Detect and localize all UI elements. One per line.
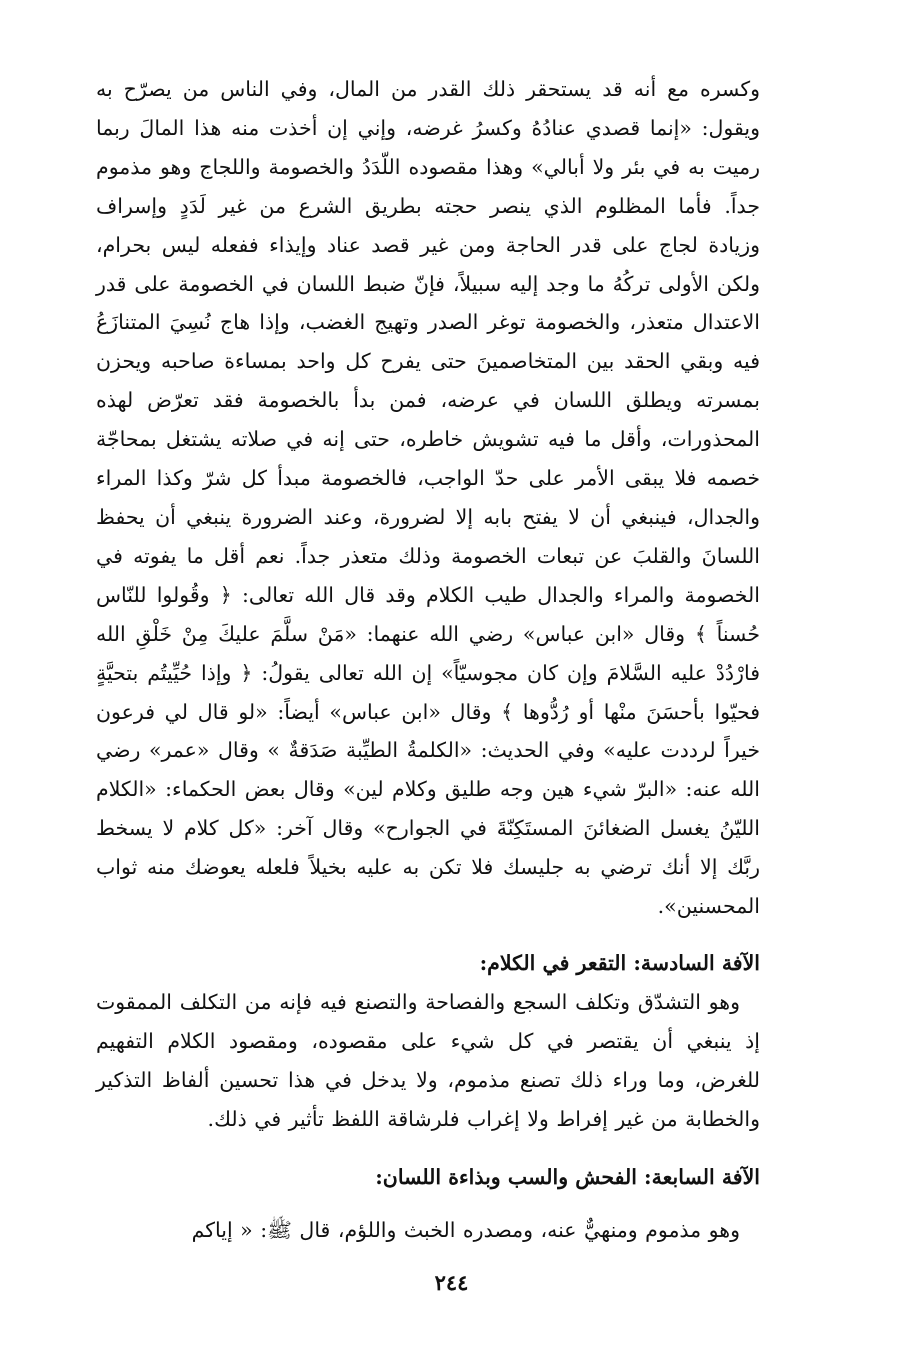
section-body-sixth-affliction: وهو التشدّق وتكلف السجع والفصاحة والتصنع فيه فإنه من التكلف الممقوت إذ ينبغي أن يقتصر في كل شيء على مقصوده، ومقصود الكلام التفهيم للغرض، وما وراء ذلك تصنع مذموم، ولا يدخل في هذا تحسين ألفاظ التذكير والخطابة من غير إفراط ولا إغراب فلرشاقة اللفظ تأثير في ذلك. [96,989,760,1131]
section-body-seventh-affliction: وهو مذموم ومنهيٌّ عنه، ومصدره الخبث واللؤم، قال ﷺ: « إياكم [191,1218,740,1243]
page-number: ٢٤٤ [434,1270,469,1295]
section-heading-sixth-affliction: الآفة السادسة: التقعر في الكلام: [479,950,760,975]
body-paragraph: وكسره مع أنه قد يستحقر ذلك القدر من المال، وفي الناس من يصرّح به ويقول: «إنما قصدي عنادُهُ وكسرُ غرضه، وإني إن أخذت منه هذا المالَ ربما رميت به في بئر ولا أبالي» وهذا مقصوده اللّدَدُ والخصومة واللجاج وهو مذموم جداً. فأما المظلوم الذي ينصر حجته بطريق الشرع من غير لَدَدٍ وإسراف وزيادة لجاج على قدر الحاجة ومن غير قصد عناد وإيذاء ففعله ليس بحرام، ولكن الأولى تركُهُ ما وجد إليه سبيلاً، فإنّ ضبط اللسان في الخصومة على قدر الاعتدال متعذر، والخصومة توغر الصدر وتهيج الغضب، وإذا هاج نُسِيَ المتنازَعُ فيه وبقي الحقد بين المتخاصمينَ حتى يفرح كل واحد بمساءة صاحبه ويحزن بمسرته ويطلق اللسان في عرضه، فمن بدأ بالخصومة فقد تعرّض لهذه المحذورات، وأقل ما فيه تشويش خاطره، حتى إنه في صلاته يشتغل بمحاجّة خصمه فلا يبقى الأمر على حدّ الواجب، فالخصومة مبدأ كل شرّ وكذا المراء والجدال، فينبغي أن لا يفتح بابه إلا لضرورة، وعند الضرورة ينبغي أن يحفظ اللسانَ والقلبَ عن تبعات الخصومة وذلك متعذر جداً. نعم أقل ما يفوته في الخصومة والمراء والجدال طيب الكلام وقد قال الله تعالى: ﴿ وقُولوا للنّاس حُسناً ﴾ وقال «ابن عباس» رضي الله عنهما: «مَنْ سلَّمَ عليكَ مِنْ خَلْقِ الله فارْدُدْ عليه السَّلامَ وإن كان مجوسيّاً» إن الله تعالى يقولُ: ﴿ وإذا حُيِّيتُم بتحيَّةٍ فحيّوا بأحسَنَ منْها أو رُدُّوها ﴾ وقال «ابن عباس» أيضاً: «لو قال لي فرعون خيراً لرددت عليه» وفي الحديث: «الكلمةُ الطيِّبة صَدَقةٌ » وقال «عمر» رضي الله عنه: «البرّ شيء هين وجه طليق وكلام لين» وقال بعض الحكماء: «الكلام الليّنُ يغسل الضغائنَ المستَكِنّةَ في الجوارح» وقال آخر: «كل كلام لا يسخط ربَّك إلا أنك ترضي به جليسك فلا تكن به عليه بخيلاً فلعله يعوضك منه ثواب المحسنين». [96,77,760,919]
section-heading-seventh-affliction: الآفة السابعة: الفحش والسب وبذاءة اللسان: [375,1165,760,1190]
book-page [96,70,760,1250]
